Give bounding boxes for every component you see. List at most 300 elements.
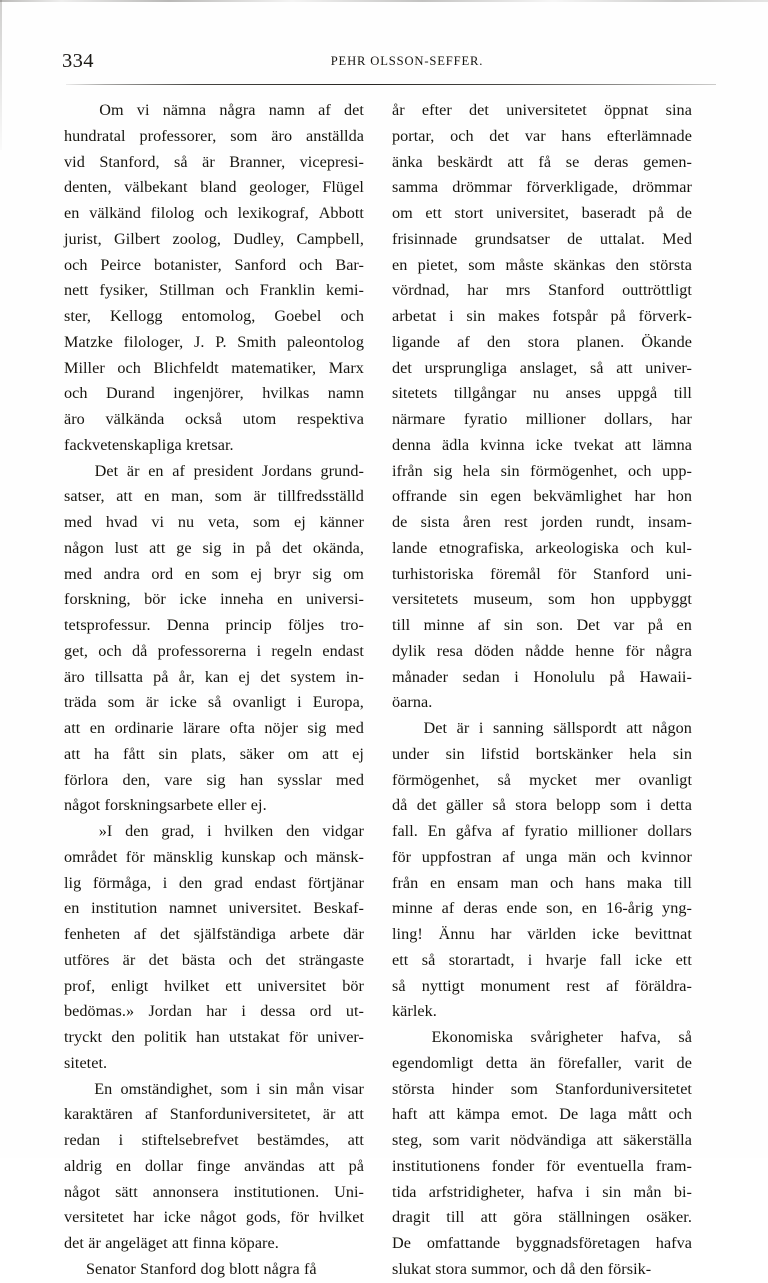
text-line: [392, 1205, 692, 1231]
text-line: [392, 484, 692, 510]
word: institutionen.: [233, 1182, 320, 1201]
word: säkerställa: [623, 1131, 692, 1149]
word: universitet: [257, 976, 327, 995]
word: en: [277, 590, 293, 609]
word: och: [550, 873, 574, 892]
word: ligande: [392, 332, 440, 351]
text-line: [64, 124, 364, 150]
word: egendomligt: [392, 1053, 474, 1072]
word: ett: [675, 950, 692, 969]
word: insam-: [647, 513, 692, 531]
word: några: [655, 641, 692, 660]
word: till: [446, 1208, 465, 1227]
word: sanning: [492, 719, 544, 737]
word: i: [118, 1131, 124, 1149]
word: denten,: [64, 178, 112, 197]
word: Stanford: [548, 281, 605, 300]
text-line: [64, 742, 364, 768]
word: som: [468, 255, 496, 274]
word: det: [148, 950, 169, 969]
word: bevittnat: [634, 925, 692, 943]
word: ut-: [345, 1002, 364, 1021]
word: kunskap: [221, 847, 276, 866]
word: plats,: [191, 744, 227, 763]
text-line: [392, 150, 692, 176]
word: den: [286, 822, 310, 840]
word: ofta: [229, 719, 255, 737]
word: och: [225, 281, 249, 300]
word: namn: [327, 384, 364, 403]
word: af: [502, 847, 515, 866]
word: år: [392, 101, 405, 119]
word: denna: [392, 435, 431, 454]
word: dollars,: [604, 410, 653, 428]
text-line: [392, 1077, 692, 1103]
text-line: [64, 845, 364, 871]
word: nöjer: [264, 719, 298, 737]
word: att: [149, 538, 166, 557]
word: osäker.: [646, 1208, 692, 1227]
word: på: [647, 616, 664, 634]
word: ingenjörer,: [173, 384, 244, 403]
text-line: [392, 227, 692, 253]
text-line: [392, 742, 692, 768]
text-line: [392, 536, 692, 562]
word: bryr: [273, 564, 301, 583]
word: man,: [171, 487, 204, 506]
word: sysslar: [277, 770, 322, 789]
word: har: [490, 925, 512, 943]
word: förefaller,: [557, 1053, 622, 1072]
word: sedan: [462, 667, 500, 686]
word: en: [148, 461, 164, 480]
word: endast: [254, 873, 297, 892]
word: och: [228, 950, 253, 969]
word: regeln: [271, 641, 313, 660]
word: stora: [515, 796, 547, 815]
word: bi-: [673, 1182, 692, 1201]
word: i: [646, 796, 651, 815]
word: karaktären: [64, 1105, 133, 1124]
word: fyratio: [463, 410, 508, 428]
word: univer-: [317, 1028, 364, 1046]
text-line: [64, 974, 364, 1000]
text-line: [392, 974, 692, 1000]
word: nett: [64, 281, 89, 300]
paragraph: [64, 98, 364, 459]
word: Abbott: [318, 204, 364, 222]
word: förtjänar: [307, 873, 364, 892]
word: Ökande: [641, 332, 692, 351]
word: in: [232, 538, 246, 557]
word: nådde: [525, 641, 565, 660]
word: kemi-: [325, 281, 364, 300]
word: och: [284, 847, 308, 866]
word: sina: [665, 101, 692, 119]
word: för: [288, 1028, 308, 1046]
word: man: [510, 873, 539, 892]
word: geologer,: [249, 178, 310, 197]
word: Om: [99, 101, 124, 119]
word: i: [449, 307, 454, 325]
word: för: [392, 847, 412, 866]
word: P.: [215, 332, 227, 351]
word: sin: [503, 616, 523, 634]
word: har: [133, 1208, 155, 1227]
word: som: [609, 796, 638, 815]
word: en: [429, 873, 446, 892]
word: grad: [213, 873, 243, 892]
text-line: [64, 587, 364, 613]
text-columns: [64, 98, 720, 1278]
word: rest: [504, 513, 528, 531]
word: grad,: [161, 822, 195, 840]
text-line: Senator Stanford dog blott några få: [86, 1259, 317, 1278]
word: sin: [672, 744, 692, 763]
text-line: [64, 510, 364, 536]
word: och: [117, 358, 141, 377]
scan-edge-artifact-left: [0, 0, 2, 150]
header-rule: [66, 84, 716, 85]
word: sin: [445, 744, 465, 763]
word: Jordans: [262, 461, 312, 480]
word: pietet,: [417, 255, 458, 274]
word: är: [253, 487, 267, 506]
word: det: [489, 126, 510, 145]
word: på: [153, 667, 169, 686]
word: turhistoriska: [392, 564, 474, 583]
text-line: [64, 150, 364, 176]
word: är: [145, 693, 159, 712]
word: dessa: [260, 1002, 296, 1021]
word: en: [184, 564, 201, 583]
text-line: [64, 922, 364, 948]
word: ifrån: [392, 461, 423, 480]
word: för: [290, 1208, 310, 1227]
word: på: [610, 307, 626, 325]
paragraph: [64, 1077, 364, 1257]
word: icke: [635, 950, 663, 969]
word: som: [548, 590, 576, 609]
text-line: [392, 716, 692, 742]
word: mån: [295, 1079, 325, 1098]
word: då: [392, 796, 408, 815]
text-line: [392, 613, 692, 639]
word: ställningen: [558, 1208, 630, 1227]
text-line: [392, 768, 692, 794]
word: kvinna: [480, 435, 525, 454]
word: något: [64, 1182, 101, 1201]
word: själfständiga: [193, 925, 277, 943]
word: beskärdt: [437, 152, 493, 171]
word: sin: [500, 461, 520, 480]
text-line: [64, 1128, 364, 1154]
word: är: [126, 461, 140, 480]
word: till: [673, 873, 692, 892]
word: respektiva: [296, 410, 364, 428]
word: hafva: [655, 1234, 692, 1252]
word: största: [392, 1079, 435, 1098]
word: varit: [634, 1053, 665, 1072]
text-line: [64, 201, 364, 227]
word: på: [648, 204, 664, 222]
word: ädla: [441, 435, 470, 454]
text-line: [392, 407, 692, 433]
word: ett: [425, 204, 442, 222]
text-line: [392, 304, 692, 330]
word: ej: [352, 744, 364, 763]
word: hans: [561, 126, 592, 145]
word: med: [335, 719, 364, 737]
word: som: [253, 513, 281, 531]
word: ett: [225, 976, 242, 995]
word: sitetets: [392, 384, 438, 403]
word: hon: [590, 590, 616, 609]
word: till: [392, 616, 411, 634]
word: upp-: [662, 461, 692, 480]
text-line: [64, 253, 364, 279]
word: filologer,: [123, 332, 184, 351]
word: gåfva: [455, 822, 492, 840]
word: kan: [204, 667, 229, 686]
word: sig: [312, 564, 332, 583]
word: fyratio: [524, 822, 568, 840]
word: hafva: [536, 1182, 574, 1201]
word: världen: [527, 925, 577, 943]
word: endast: [322, 641, 364, 660]
word: forskning,: [64, 590, 131, 609]
word: som: [211, 564, 239, 583]
text-line: [392, 896, 692, 922]
word: arbete: [289, 925, 330, 943]
word: och: [628, 461, 652, 480]
word: hvilken: [224, 822, 274, 840]
word: att: [480, 1208, 498, 1227]
word: sin: [602, 1182, 622, 1201]
word: och: [450, 126, 474, 145]
scan-edge-artifact-top: [0, 0, 768, 2]
word: vare: [164, 770, 193, 789]
word: som: [432, 1131, 460, 1149]
word: ster,: [64, 307, 92, 325]
word: fall.: [392, 822, 418, 840]
word: Durand: [105, 384, 155, 403]
word: äro: [271, 126, 293, 145]
word: icke: [179, 590, 207, 609]
word: hvilket: [164, 976, 210, 995]
word: fått: [123, 744, 145, 763]
word: ord: [309, 1002, 332, 1021]
text-line: [64, 768, 364, 794]
word: vid: [64, 152, 85, 171]
text-line: [64, 716, 364, 742]
word: »I: [98, 822, 113, 840]
word: fotspår: [552, 307, 598, 325]
word: att: [318, 1156, 335, 1175]
word: närmare: [392, 410, 446, 428]
word: kul-: [665, 538, 692, 557]
word: förverk-: [638, 307, 692, 325]
word: frisinnade: [392, 229, 458, 248]
word: följes: [287, 616, 325, 634]
word: bestämdes,: [257, 1131, 330, 1149]
paragraph-indent: [64, 1077, 86, 1103]
word: gemen-: [643, 152, 692, 171]
text-line: [392, 1102, 692, 1128]
word: så: [207, 693, 222, 712]
word: tryckt: [64, 1028, 103, 1046]
word: hela: [462, 461, 491, 480]
word: i: [162, 873, 168, 892]
word: versitetets: [392, 590, 459, 609]
word: träda: [64, 693, 97, 712]
word: vi: [151, 513, 165, 531]
word: rest: [566, 976, 590, 995]
word: haft: [392, 1105, 418, 1124]
word: icke: [535, 435, 563, 454]
word: fall: [599, 950, 622, 969]
word: tillfredsställd: [277, 487, 364, 506]
word: annonsera: [152, 1182, 219, 1201]
text-line: [392, 510, 692, 536]
word: att: [64, 744, 81, 763]
text-line: slukat stora summor, och då den försik-: [392, 1259, 652, 1278]
word: med: [64, 513, 93, 531]
word: hundratal: [64, 126, 126, 145]
word: den: [125, 822, 149, 840]
word: hinder: [451, 1079, 494, 1098]
page-number: 334: [62, 50, 94, 72]
word: lust: [114, 538, 139, 557]
text-line: [64, 459, 364, 485]
word: så: [392, 976, 406, 995]
word: i: [585, 1182, 590, 1201]
word: förmåga,: [92, 873, 152, 892]
word: Gilbert: [113, 229, 161, 248]
word: det: [392, 358, 412, 377]
word: af: [606, 976, 619, 995]
word: Ekonomiska: [431, 1028, 513, 1046]
text-line: sitetet.: [64, 1053, 108, 1072]
word: hvad: [105, 513, 138, 531]
word: efterlämnade: [606, 126, 692, 145]
word: nu: [177, 513, 195, 531]
word: en: [115, 1156, 132, 1175]
paragraph: [392, 1025, 692, 1283]
word: ende: [506, 899, 538, 918]
word: nu: [532, 384, 550, 403]
text-line: [392, 587, 692, 613]
running-head: PEHR OLSSON-SEFFER.: [330, 54, 484, 68]
word: en: [64, 899, 80, 918]
word: i: [256, 641, 262, 660]
word: Det: [423, 719, 448, 737]
word: arkeologiska: [535, 538, 619, 557]
word: af: [133, 925, 147, 943]
word: på: [255, 538, 272, 557]
word: storartadt,: [448, 950, 515, 969]
word: och: [98, 641, 122, 660]
paragraph: [64, 459, 364, 820]
word: Goebel: [274, 307, 322, 325]
word: för: [125, 847, 145, 866]
word: egen: [490, 487, 522, 506]
word: välkända: [105, 410, 165, 428]
word: af: [144, 1105, 158, 1124]
word: om: [287, 744, 309, 763]
word: ling!: [392, 925, 423, 943]
word: enligt: [111, 976, 149, 995]
word: deras: [594, 152, 629, 171]
word: som: [107, 693, 135, 712]
word: ge: [176, 538, 192, 557]
word: svårigheter: [530, 1028, 603, 1046]
paragraph: [64, 1257, 364, 1283]
word: af: [318, 101, 331, 119]
word: zoolog,: [172, 229, 221, 248]
word: det: [160, 925, 180, 943]
word: museum,: [473, 590, 533, 609]
word: arfstridigheter,: [428, 1182, 525, 1201]
word: en: [89, 719, 106, 737]
word: son.: [536, 616, 564, 634]
column-right: [392, 98, 692, 1278]
text-line: [392, 381, 692, 407]
word: icke: [169, 693, 197, 712]
word: hvilket: [318, 1208, 364, 1227]
word: välbekant: [124, 178, 188, 197]
text-line: [64, 1180, 364, 1206]
word: lämna: [652, 435, 692, 454]
word: om: [392, 204, 413, 222]
word: grundsatser: [474, 229, 550, 248]
word: mrs: [505, 281, 531, 300]
word: Det: [576, 616, 601, 634]
word: att: [347, 1131, 364, 1149]
word: uppbyggt: [630, 590, 692, 609]
word: portar,: [392, 126, 435, 145]
word: fysiker,: [99, 281, 149, 300]
word: öppnat: [604, 101, 649, 119]
word: en: [676, 616, 692, 634]
text-line: [392, 1051, 692, 1077]
word: prof,: [64, 976, 96, 995]
word: och: [606, 847, 631, 866]
word: för: [557, 564, 577, 583]
word: förverkligade,: [526, 178, 619, 197]
word: äro: [64, 667, 85, 686]
word: de: [676, 204, 692, 222]
word: maka: [626, 873, 663, 892]
word: sista: [420, 513, 450, 531]
word: deras: [463, 899, 498, 918]
word: fram-: [655, 1156, 692, 1175]
word: mån: [633, 1182, 662, 1201]
word: andra: [103, 564, 140, 583]
word: uttalat.: [599, 229, 645, 248]
word: se: [565, 152, 580, 171]
word: botanister,: [153, 255, 222, 274]
text-line: öarna.: [392, 693, 433, 712]
word: utstakat: [228, 1028, 280, 1046]
word: fenheten: [64, 925, 121, 943]
word: på: [609, 667, 625, 686]
word: det: [469, 101, 489, 119]
word: att: [322, 744, 339, 763]
word: stora: [527, 332, 560, 351]
word: hans: [585, 873, 616, 892]
word: Denna: [166, 616, 210, 634]
